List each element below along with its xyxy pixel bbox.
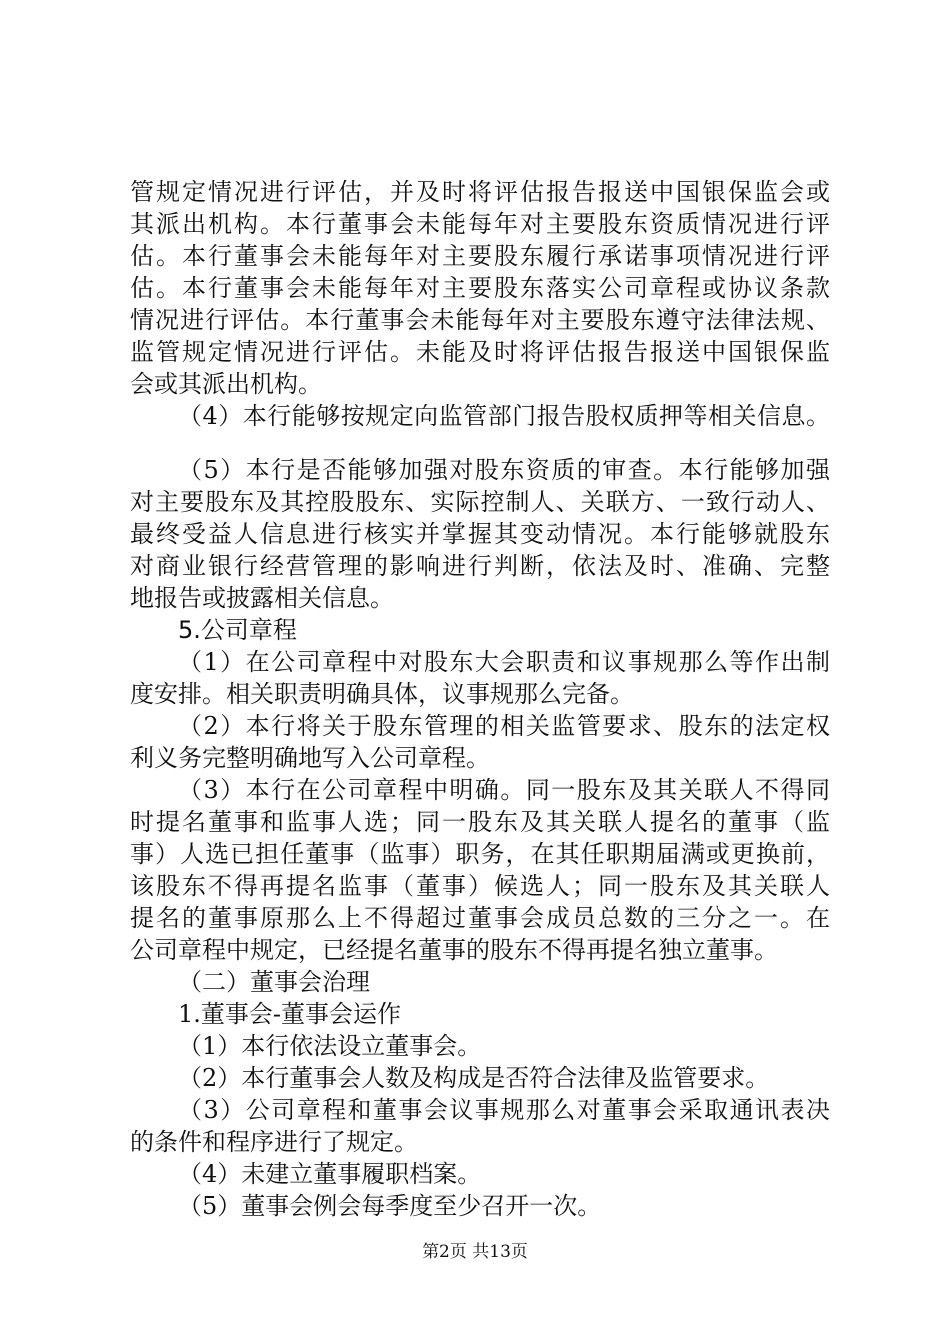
body-line: 利义务完整明确地写入公司章程。: [130, 744, 490, 772]
body-line: （5）本行是否能够加强对股东资质的审查。本行能够加强: [178, 456, 830, 484]
body-line: （1）本行依法设立董事会。: [178, 1032, 482, 1060]
body-line: （3）本行在公司章程中明确。同一股东及其关联人不得同: [178, 776, 830, 804]
page-footer: 第2页 共13页: [422, 1242, 528, 1262]
body-line: 的条件和程序进行了规定。: [130, 1128, 418, 1156]
body-line: 对商业银行经营管理的影响进行判断，依法及时、准确、完整: [130, 552, 830, 580]
body-line: 度安排。相关职责明确具体，议事规那么完备。: [130, 680, 634, 708]
body-line: 地报告或披露相关信息。: [130, 584, 394, 612]
body-line: 该股东不得再提名监事（董事）候选人；同一股东及其关联人: [130, 872, 830, 900]
body-line: 估。本行董事会未能每年对主要股东落实公司章程或协议条款: [130, 274, 830, 302]
body-line: 时提名董事和监事人选；同一股东及其关联人提名的董事（监: [130, 808, 830, 836]
body-line: 估。本行董事会未能每年对主要股东履行承诺事项情况进行评: [130, 242, 830, 270]
body-line: 管规定情况进行评估，并及时将评估报告报送中国银保监会或: [130, 178, 830, 206]
body-line: （4）未建立董事履职档案。: [178, 1160, 482, 1188]
body-line: 公司章程中规定，已经提名董事的股东不得再提名独立董事。: [130, 936, 778, 964]
body-line: （1）在公司章程中对股东大会职责和议事规那么等作出制: [178, 648, 830, 676]
body-line: 监管规定情况进行评估。未能及时将评估报告报送中国银保监: [130, 338, 830, 366]
section-heading: （二）董事会治理: [178, 968, 370, 996]
section-heading: 1.董事会-董事会运作: [178, 1000, 402, 1028]
body-line: 其派出机构。本行董事会未能每年对主要股东资质情况进行评: [130, 210, 830, 238]
body-line: 会或其派出机构。: [130, 370, 322, 398]
body-line: 最终受益人信息进行核实并掌握其变动情况。本行能够就股东: [130, 520, 830, 548]
body-line: （5）董事会例会每季度至少召开一次。: [178, 1192, 602, 1220]
body-line: （4）本行能够按规定向监管部门报告股权质押等相关信息。: [178, 402, 830, 430]
body-line: 对主要股东及其控股股东、实际控制人、关联方、一致行动人、: [130, 488, 830, 516]
body-line: （2）本行董事会人数及构成是否符合法律及监管要求。: [178, 1064, 770, 1092]
body-line: 情况进行评估。本行董事会未能每年对主要股东遵守法律法规、: [130, 306, 830, 334]
body-line: 提名的董事原那么上不得超过董事会成员总数的三分之一。在: [130, 904, 830, 932]
body-line: （3）公司章程和董事会议事规那么对董事会采取通讯表决: [178, 1096, 830, 1124]
body-line: （2）本行将关于股东管理的相关监管要求、股东的法定权: [178, 712, 830, 740]
body-line: 事）人选已担任董事（监事）职务，在其任职期届满或更换前，: [130, 840, 830, 868]
section-heading: 5.公司章程: [178, 616, 297, 644]
